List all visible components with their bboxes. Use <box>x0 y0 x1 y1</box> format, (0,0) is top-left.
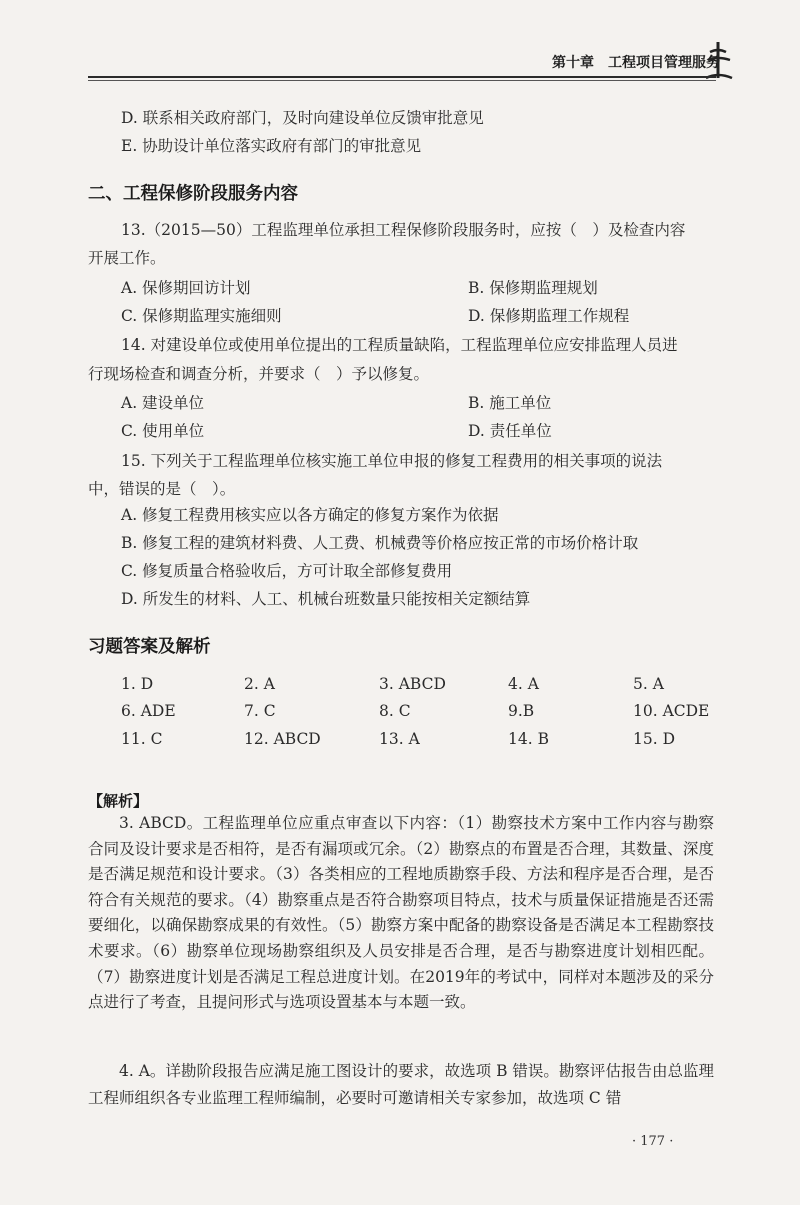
q14-option-a: A. 建设单位 <box>121 394 205 412</box>
q14-option-c: C. 使用单位 <box>121 422 205 440</box>
section-title: 二、工程保修阶段服务内容 <box>88 184 298 204</box>
q14-option-b: B. 施工单位 <box>468 394 552 412</box>
answer-cell: 3. ABCD <box>379 675 446 693</box>
chapter-header: 第十章 工程项目管理服务 <box>552 55 720 71</box>
q13-option-b: B. 保修期监理规划 <box>468 279 598 297</box>
q13-option-d: D. 保修期监理工作规程 <box>468 307 630 325</box>
question-13-line2: 开展工作。 <box>88 249 166 267</box>
answer-cell: 2. A <box>244 675 275 693</box>
q14-option-d: D. 责任单位 <box>468 422 552 440</box>
question-14-line1: 14. 对建设单位或使用单位提出的工程质量缺陷，工程监理单位应安排监理人员进 <box>121 336 678 354</box>
q15-option-a: A. 修复工程费用核实应以各方确定的修复方案作为依据 <box>121 506 499 524</box>
q15-option-d: D. 所发生的材料、人工、机械台班数量只能按相关定额结算 <box>121 590 531 608</box>
question-15-line2: 中，错误的是（ ）。 <box>88 480 236 498</box>
answer-cell: 12. ABCD <box>244 730 321 748</box>
header-rule-thin <box>88 80 716 81</box>
analysis-paragraph-3: 3. ABCD。工程监理单位应重点审查以下内容：（1）勘察技术方案中工作内容与勘察合同及设计要求是否相符，是否有漏项或冗余。（2）勘察点的布置是否合理，其数量、深度是否满足规范和设计要求。（3）各类相应的工程地质勘察手段、方法和程序是否合理，是否符合有关规范的要求。（4）勘察重点是否符合勘察项目特点，技术与质量保证措施是否还需要细化，以确保勘察成果的有效性。（5）勘察方案中配备的勘察设备是否满足本工程勘察技术要求。（6）勘察单位现场勘察组织及人员安排是否合理，是否与勘察进度计划相匹配。（7）勘察进度计划是否满足工程总进度计划。在2019年的考试中，同样对本题涉及的采分点进行了考查，且提问形式与选项设置基本与本题一致。 <box>88 814 714 1012</box>
answer-cell: 13. A <box>379 730 420 748</box>
q15-option-b: B. 修复工程的建筑材料费、人工费、机械费等价格应按正常的市场价格计取 <box>121 534 639 552</box>
answer-cell: 10. ACDE <box>633 702 710 720</box>
answer-cell: 6. ADE <box>121 702 176 720</box>
answer-cell: 9.B <box>508 702 535 720</box>
q13-option-c: C. 保修期监理实施细则 <box>121 307 282 325</box>
answer-cell: 15. D <box>633 730 676 748</box>
analysis-label: 【解析】 <box>88 792 149 810</box>
answer-cell: 7. C <box>244 702 276 720</box>
answer-cell: 11. C <box>121 730 163 748</box>
answer-cell: 5. A <box>633 675 664 693</box>
analysis-paragraph-4: 4. A。详勘阶段报告应满足施工图设计的要求，故选项 B 错误。勘察评估报告由总监理工程师组织各专业监理工程师编制，必要时可邀请相关专家参加，故选项 C 错 <box>88 1062 714 1107</box>
page-number: · 177 · <box>632 1134 674 1149</box>
answers-title: 习题答案及解析 <box>88 637 211 657</box>
question-14-line2: 行现场检查和调查分析，并要求（ ）予以修复。 <box>88 365 430 383</box>
q15-option-c: C. 修复质量合格验收后，方可计取全部修复费用 <box>121 562 453 580</box>
answer-cell: 4. A <box>508 675 539 693</box>
q13-option-a: A. 保修期回访计划 <box>121 279 251 297</box>
question-15-line1: 15. 下列关于工程监理单位核实施工单位申报的修复工程费用的相关事项的说法 <box>121 452 663 470</box>
header-rule <box>88 76 716 78</box>
answer-cell: 1. D <box>121 675 154 693</box>
prev-option-d: D. 联系相关政府部门，及时向建设单位反馈审批意见 <box>121 109 484 127</box>
prev-option-e: E. 协助设计单位落实政府有部门的审批意见 <box>121 137 422 155</box>
answer-cell: 14. B <box>508 730 549 748</box>
answer-cell: 8. C <box>379 702 411 720</box>
question-13-line1: 13.（2015—50）工程监理单位承担工程保修阶段服务时，应按（ ）及检查内容 <box>121 221 686 239</box>
